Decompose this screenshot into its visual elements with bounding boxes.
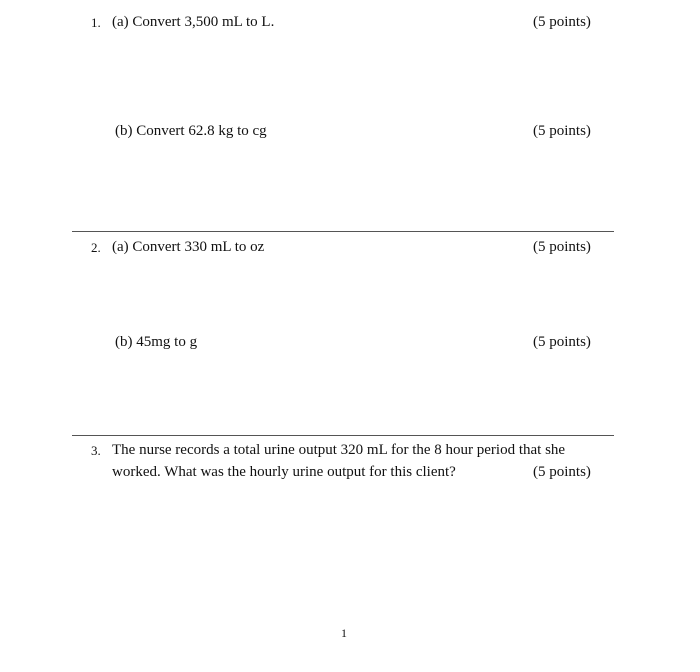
question-number: 3. <box>91 443 101 458</box>
question-3-points: (5 points) <box>533 464 591 480</box>
divider-line <box>72 435 614 436</box>
question-2a-text: (a) Convert 330 mL to oz <box>112 239 265 255</box>
question-1a-text: (a) Convert 3,500 mL to L. <box>112 14 275 30</box>
page-number: 1 <box>341 626 347 640</box>
question-number: 1. <box>91 15 101 30</box>
question-2b-points: (5 points) <box>533 334 591 350</box>
question-1a-points: (5 points) <box>533 14 591 30</box>
question-1b-text: (b) Convert 62.8 kg to cg <box>115 123 267 139</box>
question-3-line-2: worked. What was the hourly urine output for this client? <box>112 464 456 480</box>
question-3-line-1: The nurse records a total urine output 320 mL for the 8 hour period that she <box>112 442 566 458</box>
question-1b-points: (5 points) <box>533 123 591 139</box>
question-2a-points: (5 points) <box>533 239 591 255</box>
divider-line <box>72 231 614 232</box>
question-2b-text: (b) 45mg to g <box>115 334 198 350</box>
question-number: 2. <box>91 240 101 255</box>
